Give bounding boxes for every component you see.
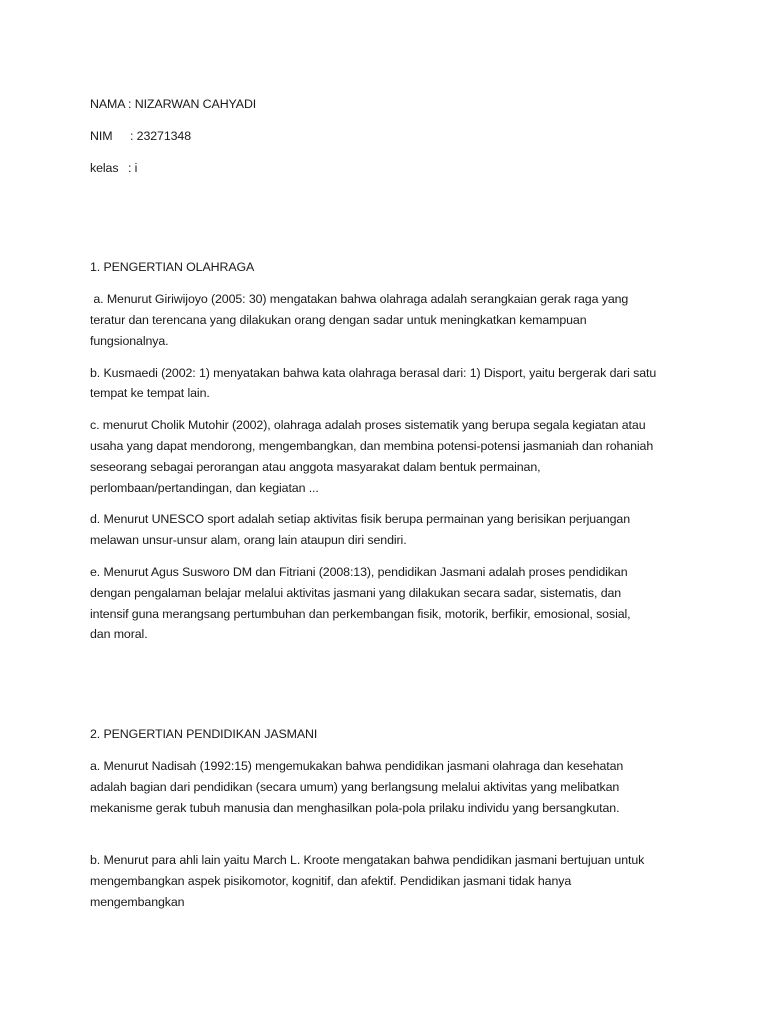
paragraph-line: b. Kusmaedi (2002: 1) menyatakan bahwa kata olahraga berasal dari: 1) Disport, yaitu bergerak dari satu [90,365,657,380]
kelas-value: : i [128,160,138,175]
paragraph-line: a. Menurut Nadisah (1992:15) mengemukakan bahwa pendidikan jasmani olahraga dan kesehatan [90,758,624,773]
paragraph-line: dengan pengalaman belajar melalui aktivitas jasmani yang dilakukan secara sadar, sistematis, dan [90,585,622,600]
student-name-line: NAMA : NIZARWAN CAHYADI [90,97,257,111]
paragraph-line: adalah bagian dari pendidikan (secara umum) yang berlangsung melalui aktivitas yang melibatkan [90,779,620,794]
section-2-item-a [90,756,690,818]
section-1-item-b [90,363,690,405]
paragraph-line: perlombaan/pertandingan, dan kegiatan ... [90,480,319,495]
section-2-title: 2. PENGERTIAN PENDIDIKAN JASMANI [90,727,318,742]
paragraph-line: d. Menurut UNESCO sport adalah setiap aktivitas fisik berupa permainan yang berisikan perjuangan [90,512,631,527]
paragraph-line: seseorang sebagai perorangan atau anggota masyarakat dalam bentuk permainan, [90,459,541,474]
nim-label: NIM [90,128,113,143]
paragraph-line: mengembangkan [90,894,185,909]
section-1-item-e [90,562,690,645]
paragraph-line: a. Menurut Giriwijoyo (2005: 30) mengatakan bahwa olahraga adalah serangkaian gerak raga yang [90,292,629,307]
paragraph-line: mekanisme gerak tubuh manusia dan menghasilkan pola-pola prilaku individu yang bersangkutan. [90,800,620,815]
paragraph-line: e. Menurut Agus Susworo DM dan Fitriani (2008:13), pendidikan Jasmani adalah proses pendidikan [90,564,628,579]
paragraph-line: tempat ke tempat lain. [90,386,210,401]
nim-value: : 23271348 [130,128,192,143]
section-2-item-b [90,850,690,912]
section-1-item-d [90,509,690,551]
paragraph-line: dan moral. [90,627,148,642]
paragraph-line: intensif guna merangsang pertumbuhan dan perkembangan fisik, motorik, berfikir, emosional, sosial, [90,606,631,621]
student-nim-line [90,126,690,147]
paragraph-line: melawan unsur-unsur alam, orang lain ataupun diri sendiri. [90,533,407,548]
section-1-item-c [90,415,690,498]
paragraph-line: fungsionalnya. [90,333,169,348]
kelas-label: kelas [90,160,119,175]
paragraph-line: mengembangkan aspek pisikomotor, kognitif, dan afektif. Pendidikan jasmani tidak hanya [90,874,572,889]
paragraph-line: usaha yang dapat mendorong, mengembangkan, dan membina potensi-potensi jasmaniah dan rohaniah [90,438,654,453]
paragraph-line: c. menurut Cholik Mutohir (2002), olahraga adalah proses sistematik yang berupa segala kegiatan atau [90,418,646,433]
paragraph-line: b. Menurut para ahli lain yaitu March L. Kroote mengatakan bahwa pendidikan jasmani bertujuan untuk [90,853,645,868]
paragraph-line: teratur dan terencana yang dilakukan orang dengan sadar untuk meningkatkan kemampuan [90,312,587,327]
student-kelas-line [90,158,690,179]
document-content [90,94,690,913]
section-1-title: 1. PENGERTIAN OLAHRAGA [90,260,255,275]
section-1-item-a [90,289,690,351]
